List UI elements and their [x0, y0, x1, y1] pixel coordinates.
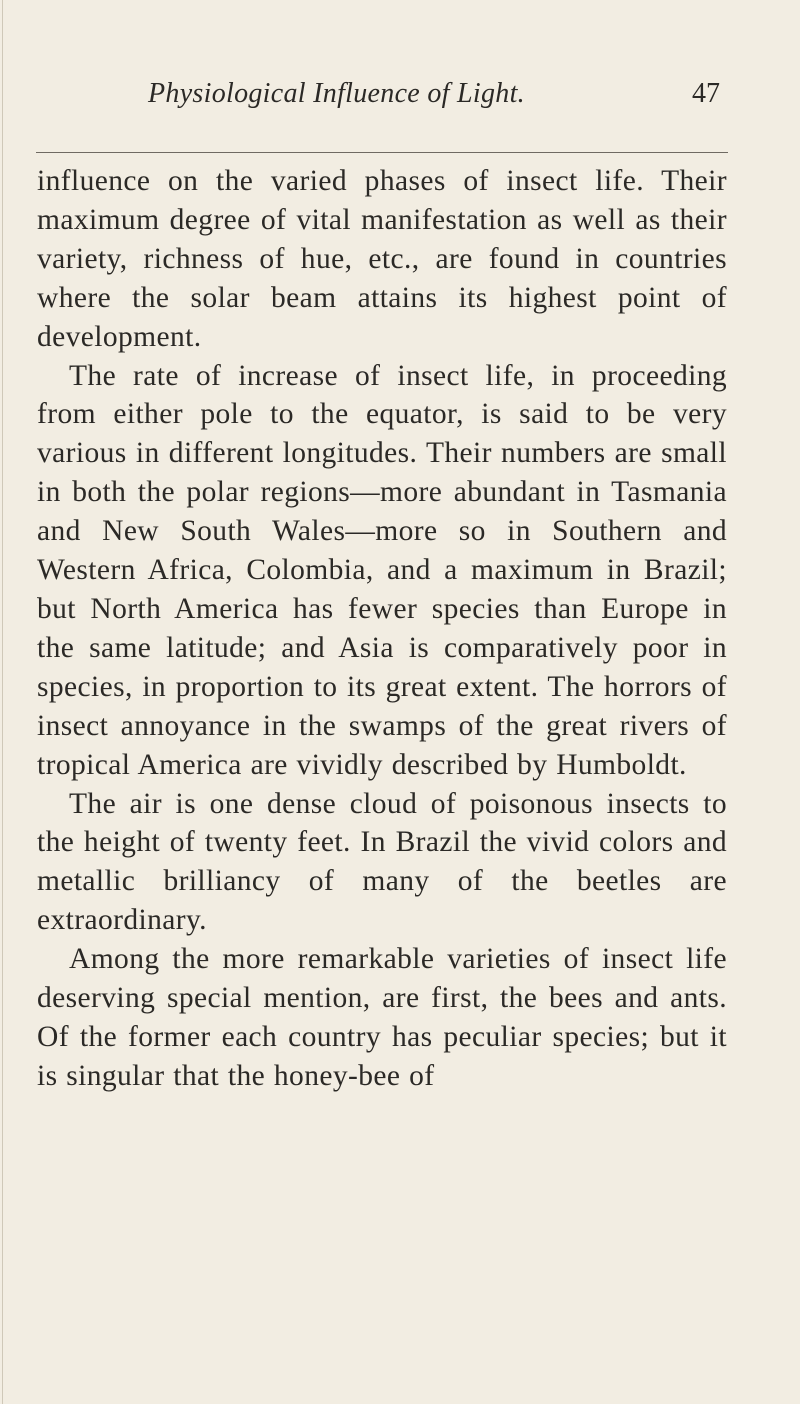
header-rule	[36, 152, 728, 153]
page-number: 47	[692, 78, 720, 109]
running-title: Physiological Influence of Light.	[148, 78, 525, 109]
body-text	[37, 162, 727, 1096]
running-head	[148, 78, 720, 118]
paragraph-bees-and-ants: Among the more remarkable varieties of insect life deserving special mention, are first, the bees and ants. Of the former each country has peculiar species; but it is singular that the honey-bee of	[37, 943, 727, 1092]
page-edge-line	[2, 0, 3, 1404]
paragraph-insect-distribution: The rate of increase of insect life, in proceeding from either pole to the equator, is said to be very various in different longitudes. Their numbers are small in both the polar regions—more abundant in Tasmania and New South Wales—more so in Southern and Western Africa, Colombia, and a maximum in Brazil; but North America has fewer species than Europe in the same latitude; and Asia is comparatively poor in species, in proportion to its great extent. The horrors of insect annoyance in the swamps of the great rivers of tropical America are vividly described by Humboldt.	[37, 359, 727, 781]
paragraph-brazil-insects: The air is one dense cloud of poisonous insects to the height of twenty feet. In Brazil the vivid colors and metallic brilliancy of many of the beetles are extraordinary.	[37, 787, 727, 937]
paragraph-continuation: influence on the varied phases of insect life. Their maximum degree of vital manifestation as well as their variety, richness of hue, etc., are found in countries where the solar beam attains its highest point of development.	[37, 165, 727, 353]
